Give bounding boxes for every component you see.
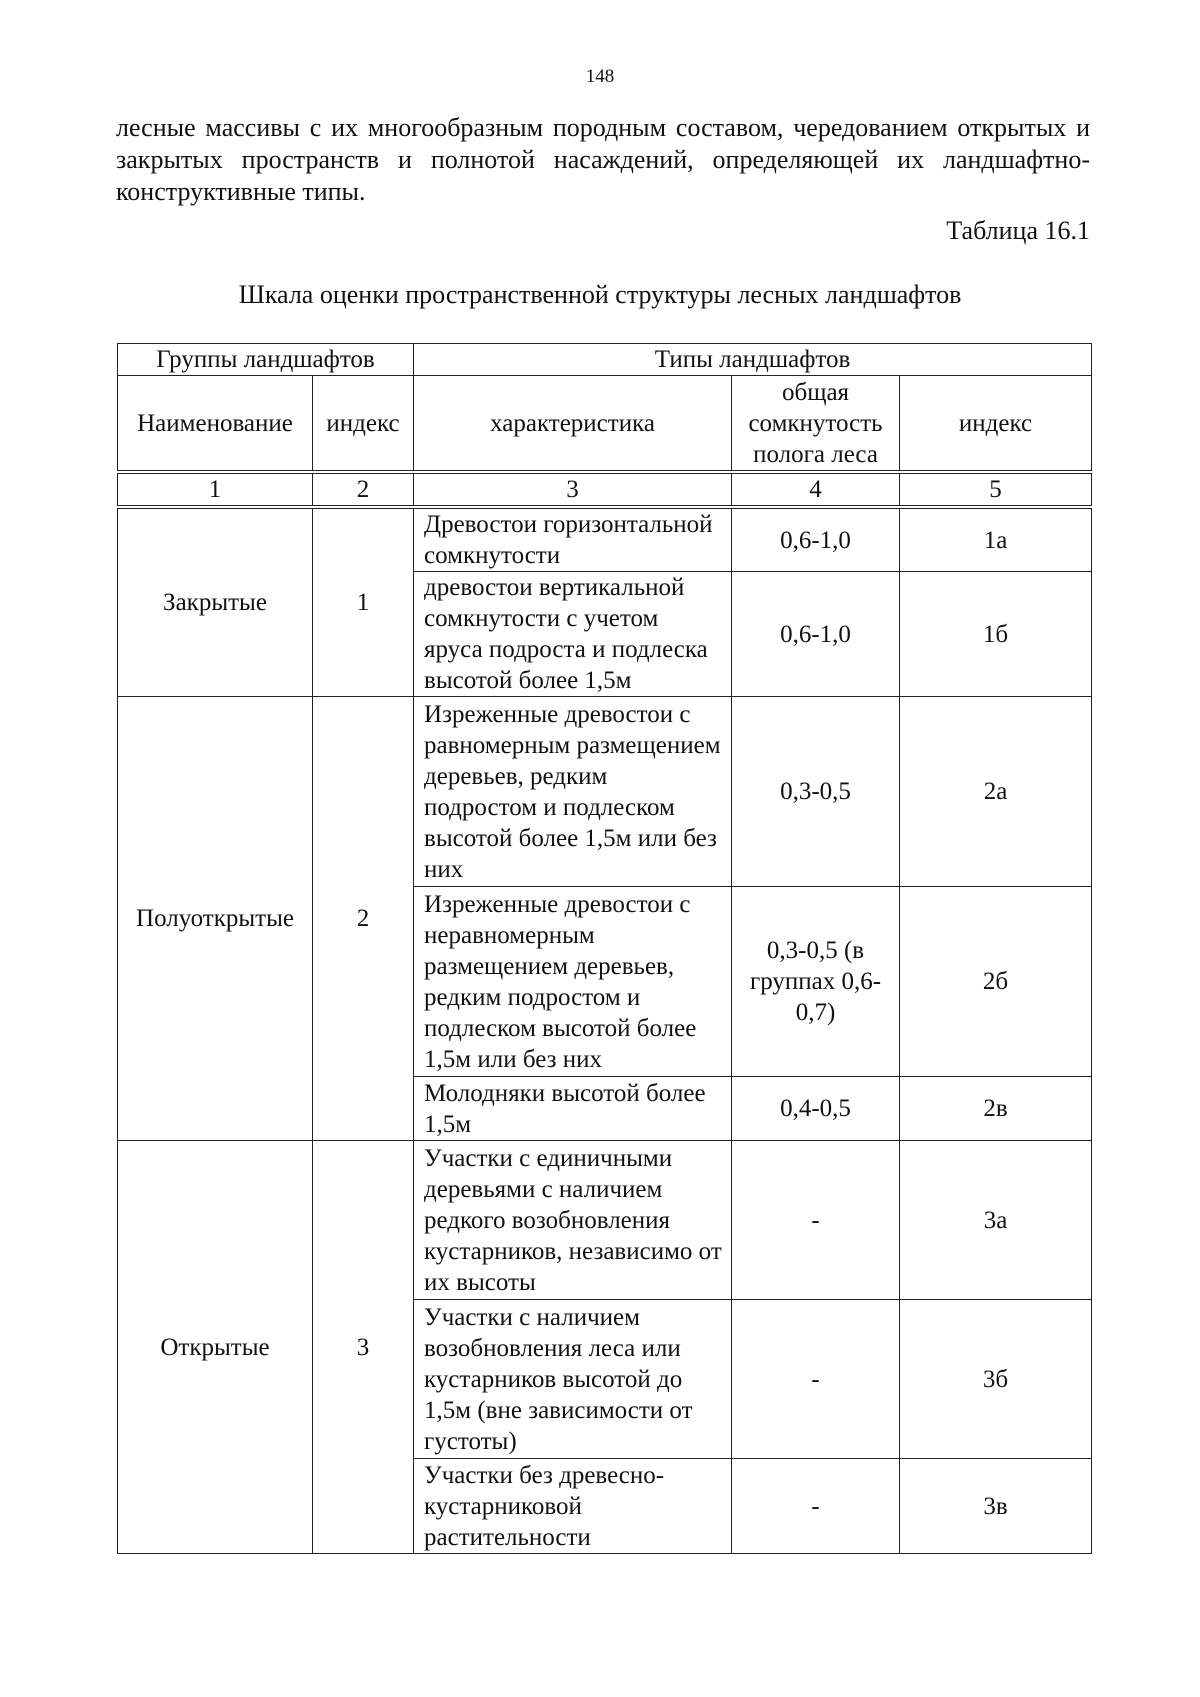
type-index: 2б [900,887,1092,1077]
canopy-closure: - [732,1300,900,1459]
canopy-closure: - [732,1141,900,1300]
type-index: 3б [900,1300,1092,1459]
type-index: 1б [900,572,1092,697]
group-index: 1 [313,507,414,697]
type-description: Участки с наличием возобновления леса или кустарников высотой до 1,5м (вне зависимости от густоты) [414,1300,732,1459]
header-row-columns [118,376,1092,473]
landscape-scale-table [117,343,1092,1554]
type-description: Молодняки высотой более 1,5м [414,1077,732,1141]
canopy-closure: - [732,1459,900,1554]
page-number: 148 [585,66,615,87]
header-row-groups [118,344,1092,376]
type-description: Изреженные древостои с неравномерным размещением деревьев, редким подростом и подлеском высотой более 1,5м или без них [414,887,732,1077]
group-name: Открытые [118,1141,313,1554]
intro-paragraph: лесные массивы с их многообразным породным составом, чередованием открытых и закрытых пространств и полнотой насаждений, определяющей их ландшафтно-конструктивные типы. [116,113,1090,206]
column-number: 2 [313,472,414,507]
type-description: Участки без древесно-кустарниковой растительности [414,1459,732,1554]
type-index: 3а [900,1141,1092,1300]
canopy-closure: 0,6-1,0 [732,507,900,572]
type-index: 2а [900,697,1092,887]
group-index: 3 [313,1141,414,1554]
header-canopy-closure: общая сомкнутость полога леса [732,376,900,473]
column-number: 4 [732,472,900,507]
type-description: Изреженные древостои с равномерным размещением деревьев, редким подростом и подлеском высотой более 1,5м или без них [414,697,732,887]
group-name: Закрытые [118,507,313,697]
column-number: 1 [118,472,313,507]
table-title: Шкала оценки пространственной структуры лесных ландшафтов [238,280,962,309]
type-index: 2в [900,1077,1092,1141]
column-number: 3 [414,472,732,507]
table-row [118,697,1092,887]
table-label: Таблица 16.1 [946,216,1090,245]
type-description: Участки с единичными деревьями с наличием редкого возобновления кустарников, независимо от их высоты [414,1141,732,1300]
column-number-row [118,472,1092,507]
table-row [118,507,1092,572]
header-landscape-groups: Группы ландшафтов [118,344,414,376]
header-type-index: индекс [900,376,1092,473]
canopy-closure: 0,6-1,0 [732,572,900,697]
group-name: Полуоткрытые [118,697,313,1141]
header-name: Наименование [118,376,313,473]
header-group-index: индекс [313,376,414,473]
canopy-closure: 0,4-0,5 [732,1077,900,1141]
column-number: 5 [900,472,1092,507]
header-characteristic: характеристика [414,376,732,473]
type-description: Древостои горизонтальной сомкнутости [414,507,732,572]
type-index: 3в [900,1459,1092,1554]
canopy-closure: 0,3-0,5 [732,697,900,887]
type-description: древостои вертикальной сомкнутости с учетом яруса подроста и подлеска высотой более 1,5м [414,572,732,697]
type-index: 1а [900,507,1092,572]
header-landscape-types: Типы ландшафтов [414,344,1092,376]
group-index: 2 [313,697,414,1141]
table-row [118,1141,1092,1300]
canopy-closure: 0,3-0,5 (в группах 0,6-0,7) [732,887,900,1077]
